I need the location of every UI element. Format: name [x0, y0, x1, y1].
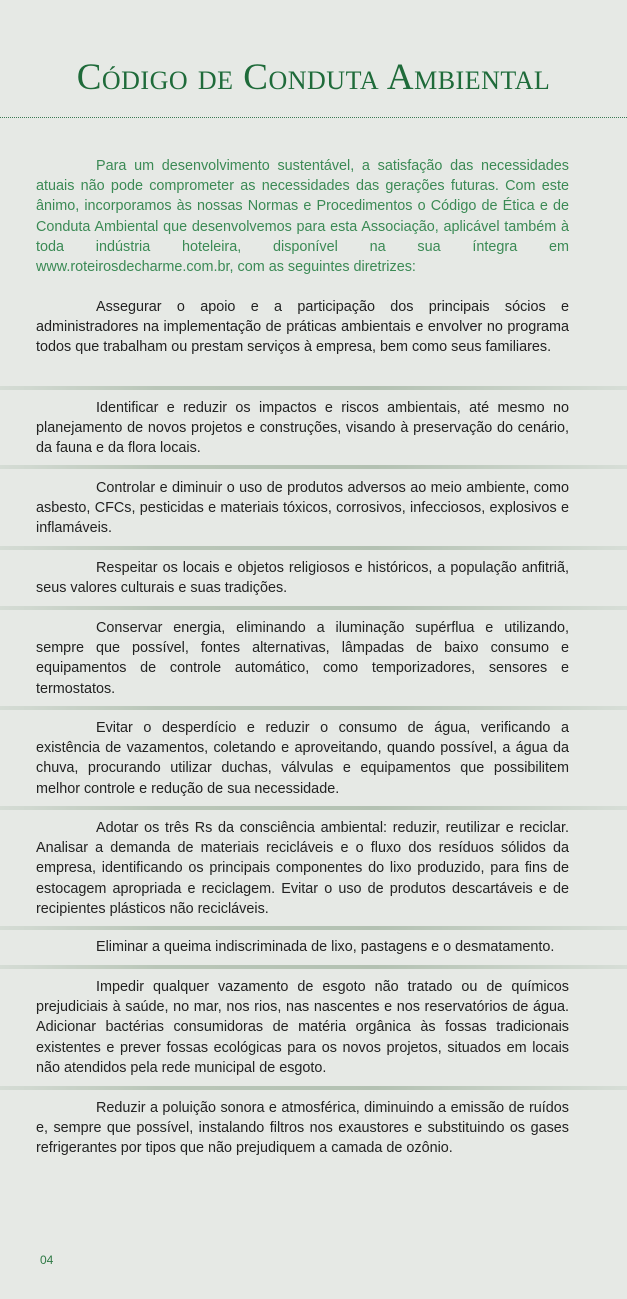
guideline-item: Impedir qualquer vazamento de esgoto não tratado ou de químicos prejudiciais à saúde, no mar, nos rios, nas nascentes e nos reservatórios de água. Adicionar bactérias consumidoras de matéria orgânica às fossas tradicionais existentes e prever fossas ecológicas para os novos projetos, situados em locais não atendidos pela rede municipal de esgoto. [36, 979, 569, 1076]
section-divider [0, 706, 627, 710]
section-divider [0, 806, 627, 810]
guideline-item: Evitar o desperdício e reduzir o consumo de água, verificando a existência de vazamentos, coletando e aproveitando, quando possível, a água da chuva, procurando utilizar duchas, válvulas e equipamentos que possibilitem melhor controle e redução de sua necessidade. [36, 720, 569, 797]
section-divider [0, 606, 627, 610]
section-divider [0, 386, 627, 390]
section-divider [0, 926, 627, 930]
section-divider [0, 965, 627, 969]
guideline-item: Eliminar a queima indiscriminada de lixo, pastagens e o desmatamento. [96, 939, 555, 955]
guideline-item: Reduzir a poluição sonora e atmosférica, diminuindo a emissão de ruídos e, sempre que possível, instalando filtros nos exaustores e substituindo os gases refrigerantes por tipos que não prejudiquem a camada de ozônio. [36, 1100, 569, 1157]
guideline-item: Assegurar o apoio e a participação dos principais sócios e administradores na implementação de práticas ambientais e envolver no programa todos que trabalham ou prestam serviços à empresa, bem como seus familiares. [36, 299, 569, 356]
guideline-item: Respeitar os locais e objetos religiosos e históricos, a população anfitriã, seus valores culturais e suas tradições. [36, 560, 569, 597]
intro-paragraph: Para um desenvolvimento sustentável, a satisfação das necessidades atuais não pode comprometer as necessidades das gerações futuras. Com este ânimo, incorporamos às nossas Normas e Procedimentos o Código de Ética e de Conduta Ambiental que desenvolvemos para esta Associação, aplicável também à toda indústria hoteleira, disponível na sua íntegra em www.roteirosdecharme.com.br, com as seguintes diretrizes: [36, 158, 569, 276]
guideline-item: Conservar energia, eliminando a iluminação supérflua e utilizando, sempre que possível, fontes alternativas, lâmpadas de baixo consumo e equipamentos de controle automático, como temporizadores, sensores e termostatos. [36, 620, 569, 697]
section-divider [0, 1086, 627, 1090]
section-divider [0, 546, 627, 550]
page-title: Código de Conduta Ambiental [76, 57, 551, 98]
guideline-item: Adotar os três Rs da consciência ambiental: reduzir, reutilizar e reciclar. Analisar a demanda de materiais recicláveis e o fluxo dos resíduos sólidos da empresa, identificando os principais componentes do lixo produzido, para fins de estocagem apropriada e reciclagem. Evitar o uso de produtos descartáveis e de recipientes plásticos não recicláveis. [36, 820, 569, 917]
guideline-item: Controlar e diminuir o uso de produtos adversos ao meio ambiente, como asbesto, CFCs, pesticidas e materiais tóxicos, corrosivos, infecciosos, explosivos e inflamáveis. [36, 480, 569, 537]
page-number: 04 [40, 1253, 54, 1267]
guideline-item: Identificar e reduzir os impactos e riscos ambientais, até mesmo no planejamento de novos projetos e construções, visando à preservação do cenário, da fauna e da flora locais. [36, 400, 569, 457]
section-divider [0, 465, 627, 469]
title-divider [0, 117, 627, 118]
